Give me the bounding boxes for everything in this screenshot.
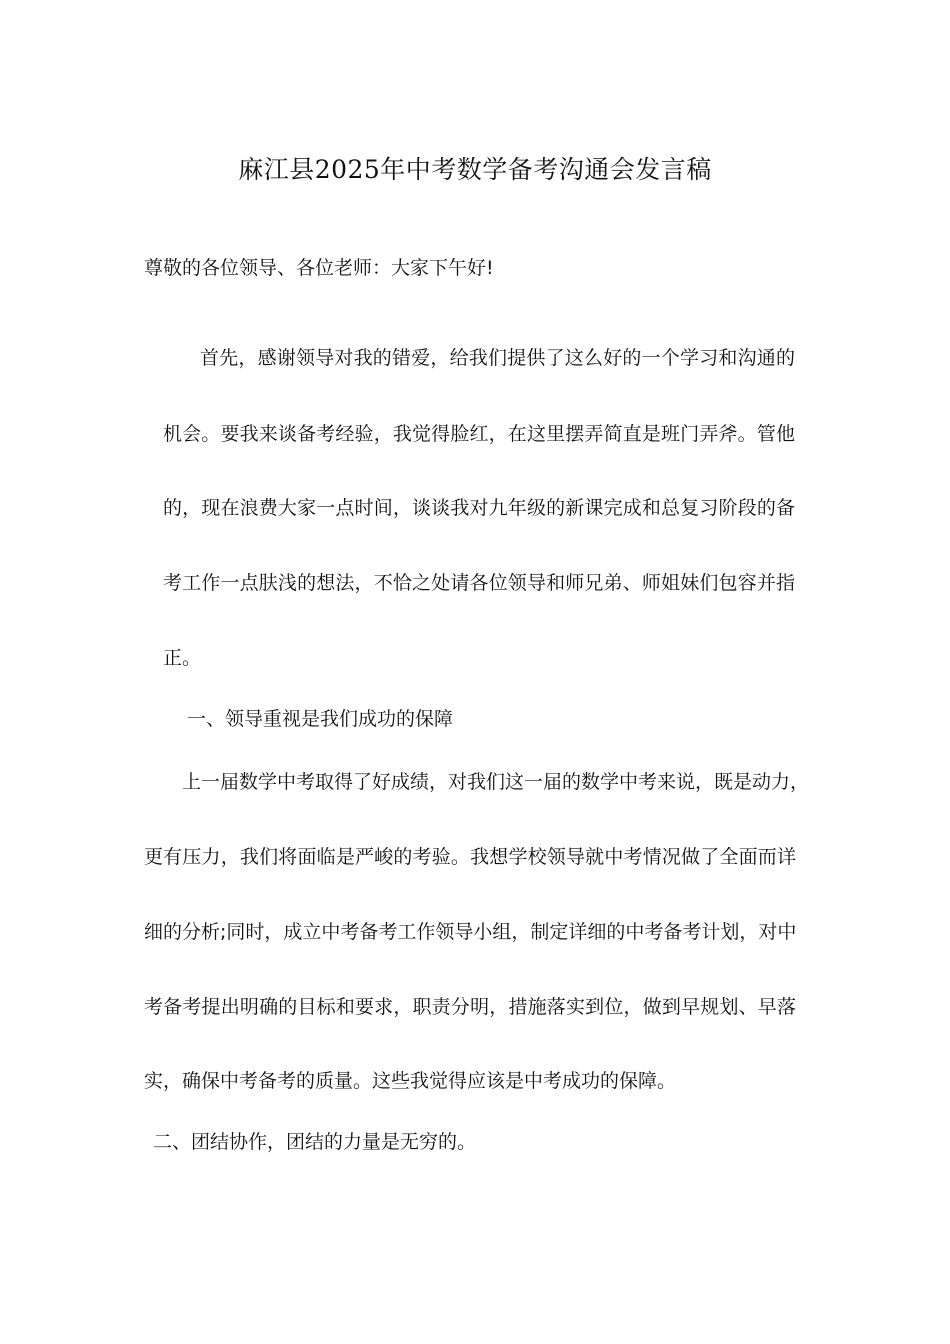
greeting-line: 尊敬的各位领导、各位老师：大家下午好!	[144, 257, 494, 279]
paragraph-line: 上一届数学中考取得了好成绩，对我们这一届的数学中考来说，既是动力，	[182, 771, 810, 793]
document-title: 麻江县2025年中考数学备考沟通会发言稿	[238, 155, 712, 184]
paragraph-line: 正。	[163, 647, 202, 669]
section-heading-2: 二、团结协作，团结的力量是无穷的。	[153, 1131, 477, 1153]
paragraph-line: 考备考提出明确的目标和要求，职责分明，措施落实到位，做到早规划、早落	[144, 996, 796, 1018]
section-heading-1: 一、领导重视是我们成功的保障	[187, 708, 454, 730]
paragraph-line: 更有压力，我们将面临是严峻的考验。我想学校领导就中考情况做了全面而详	[144, 846, 796, 868]
paragraph-line: 细的分析;同时，成立中考备考工作领导小组，制定详细的中考备考计划，对中	[144, 921, 797, 943]
paragraph-line: 的，现在浪费大家一点时间，谈谈我对九年级的新课完成和总复习阶段的备	[163, 497, 795, 519]
paragraph-line: 实，确保中考备考的质量。这些我觉得应该是中考成功的保障。	[144, 1070, 677, 1092]
paragraph-line: 首先，感谢领导对我的错爱，给我们提供了这么好的一个学习和沟通的	[200, 347, 795, 369]
paragraph-line: 机会。要我来谈备考经验，我觉得脸红，在这里摆弄简直是班门弄斧。管他	[163, 423, 795, 445]
paragraph-line: 考工作一点肤浅的想法，不恰之处请各位领导和师兄弟、师姐妹们包容并指	[163, 572, 795, 594]
